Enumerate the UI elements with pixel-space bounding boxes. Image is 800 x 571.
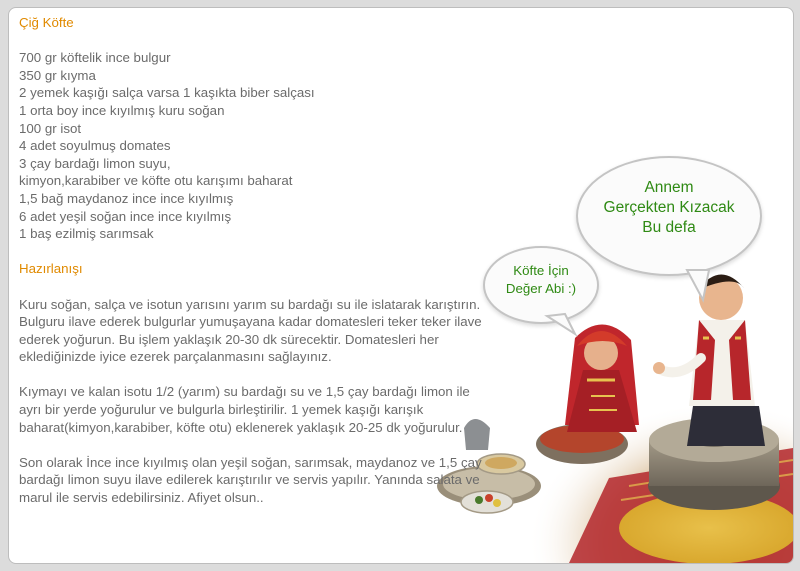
- preparation-step: Kuru soğan, salça ve isotun yarısını yarım su bardağı su ile islatarak karıştırın. Bulguru ilave ederek bulgurlar yumuşayana kadar domatesleri teker teker ilave ederek yoğurun. Bu işlem yaklaşık 20-30 dk sürecektir. Domatesleri her eklediğinizde iyice ezerek parçalanmasını sağlayınız.: [19, 296, 482, 365]
- preparation-step: Son olarak İnce ince kıyılmış olan yeşil soğan, sarımsak, maydanoz ve 1,5 çay bardağı limon suyu ilave edilerek karıştırılır ve servis yapılır. Yanında salata ve marul ile servis edebilirsiniz. Afiyet olsun..: [19, 454, 482, 506]
- ingredient-item: 1 orta boy ince kıyılmış kuru soğan: [19, 102, 225, 118]
- girl-speech-line: Değer Abi :): [505, 281, 577, 296]
- boy-speech-line: Annem: [644, 179, 694, 196]
- girl-speech-bubble: [483, 246, 599, 324]
- recipe-card: [8, 7, 794, 564]
- ingredient-item: 4 adet soyulmuş domates: [19, 138, 171, 154]
- ingredient-item: 2 yemek kaşığı salça varsa 1 kaşıkta biber salçası: [19, 85, 315, 101]
- ingredient-item: 350 gr kıyma: [19, 67, 96, 83]
- recipe-title: Çiğ Köfte: [19, 15, 74, 30]
- girl-speech-line: Köfte İçin: [513, 263, 569, 278]
- ingredient-item: 1,5 bağ maydanoz ince ince kıyılmış: [19, 190, 234, 206]
- preparation-heading: Hazırlanışı: [19, 261, 83, 277]
- ingredient-item: 1 baş ezilmiş sarımsak: [19, 226, 154, 242]
- ingredient-list: [19, 49, 489, 243]
- boy-speech-bubble: [576, 156, 762, 276]
- boy-speech-line: Bu defa: [642, 219, 696, 236]
- ingredient-item: 6 adet yeşil soğan ince ince kıyılmış: [19, 208, 232, 224]
- ingredient-item: 3 çay bardağı limon suyu,: [19, 155, 171, 171]
- preparation-step: Kıymayı ve kalan isotu 1/2 (yarım) su bardağı su ve 1,5 çay bardağı limon ile ayrı bir yerde yoğurulur ve bulgurla birleştirilir. 1 yemek kaşığı karışık baharat(kimyon,karabiber, köfte otu) eklenerek yaklaşık 20-25 dk yoğurulur.: [19, 384, 470, 435]
- ingredient-item: 100 gr isot: [19, 120, 82, 136]
- recipe-text: [19, 14, 489, 524]
- ingredient-item: kimyon,karabiber ve köfte otu karışımı baharat: [19, 173, 293, 189]
- girl-figure: [565, 324, 639, 432]
- ingredient-item: 700 gr köftelik ince bulgur: [19, 50, 171, 66]
- boy-speech-line: Gerçekten Kızacak: [603, 199, 735, 216]
